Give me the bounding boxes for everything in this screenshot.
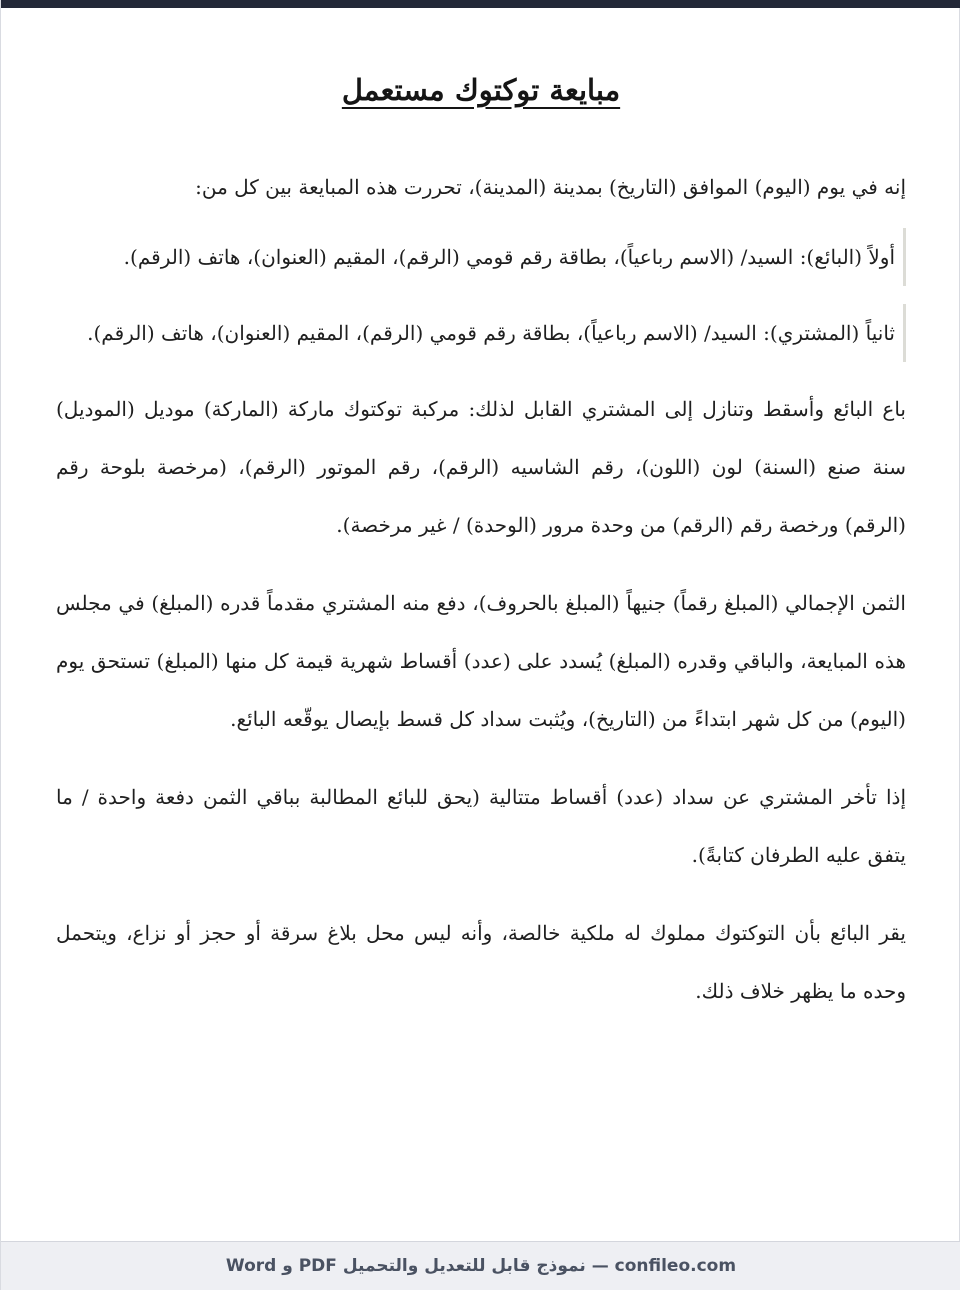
- footer-banner[interactable]: [1, 1241, 960, 1290]
- document-title: مبايعة توكتوك مستعمل: [341, 73, 621, 107]
- ownership-paragraph: يقر البائع بأن التوكتوك مملوك له ملكية خالصة، وأنه ليس محل بلاغ سرقة أو حجز أو نزاع، ويتحمل وحده ما يظهر خلاف ذلك.: [56, 921, 906, 1003]
- price-paragraph: الثمن الإجمالي (المبلغ رقماً) جنيهاً (المبلغ بالحروف)، دفع منه المشتري مقدماً قدره (المبلغ) في مجلس هذه المبايعة، والباقي وقدره (المبلغ) يُسدد على (عدد) أقساط شهرية قيمة كل منها (المبلغ) تستحق يوم (اليوم) من كل شهر ابتداءً من (التاريخ)، ويُثبت سداد كل قسط بإيصال يوقّعه البائع.: [56, 591, 906, 731]
- sale-paragraph: باع البائع وأسقط وتنازل إلى المشتري القابل لذلك: مركبة توكتوك ماركة (الماركة) موديل (الموديل) سنة صنع (السنة) لون (اللون)، رقم الشاسيه (الرقم)، رقم الموتور (الرقم)، (مرخصة بلوحة رقم (الرقم) ورخصة رقم (الرقم) من وحدة مرور (الوحدة) / غير مرخصة).: [56, 397, 906, 537]
- footer-text: confileo.com — نموذج قابل للتعديل والتحميل PDF و Word: [225, 1256, 737, 1276]
- top-accent-bar: [1, 0, 960, 8]
- intro-paragraph: إنه في يوم (اليوم) الموافق (التاريخ) بمدينة (المدينة)، تحررت هذه المبايعة بين كل من:: [195, 175, 906, 199]
- default-clause-paragraph: إذا تأخر المشتري عن سداد (عدد) أقساط متتالية (يحق للبائع المطالبة بباقي الثمن دفعة واحدة / ما يتفق عليه الطرفان كتابةً).: [56, 785, 906, 867]
- document-body: [56, 60, 906, 1040]
- buyer-block: ثانياً (المشتري): السيد/ (الاسم رباعياً)، بطاقة رقم قومي (الرقم)، المقيم (العنوان)، هاتف (الرقم).: [56, 304, 906, 362]
- seller-block: أولاً (البائع): السيد/ (الاسم رباعياً)، بطاقة رقم قومي (الرقم)، المقيم (العنوان)، هاتف (الرقم).: [56, 228, 906, 286]
